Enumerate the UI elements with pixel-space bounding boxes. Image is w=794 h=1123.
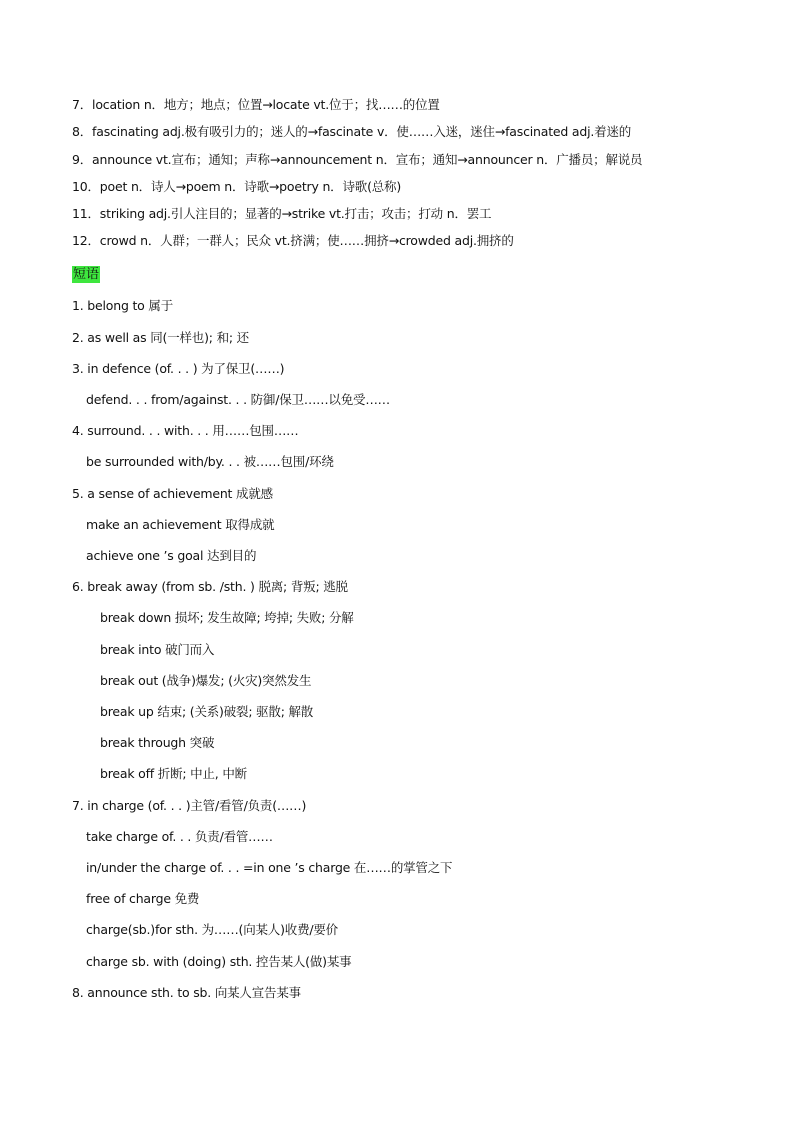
- vocab-item-9: 9．announce vt.宣布；通知；声称→announcement n．宣布；通知→announcer n．广播员；解说员: [72, 152, 643, 167]
- phrase-6-sub-6: break off 折断; 中止, 中断: [100, 766, 247, 781]
- phrase-4: 4. surround. . . with. . . 用……包围……: [72, 423, 299, 438]
- phrase-5-sub-2: achieve one ’s goal 达到目的: [86, 548, 257, 563]
- phrase-3: 3. in defence (of. . . ) 为了保卫(……): [72, 361, 285, 376]
- phrase-4-sub: be surrounded with/by. . . 被……包围/环绕: [86, 454, 334, 469]
- vocab-item-11: 11．striking adj.引人注目的；显著的→strike vt.打击；攻击；打动 n．罢工: [72, 206, 492, 221]
- phrase-7-sub-4: charge(sb.)for sth. 为……(向某人)收费/要价: [86, 922, 338, 937]
- phrase-6-sub-3: break out (战争)爆发; (火灾)突然发生: [100, 673, 312, 688]
- phrase-6-sub-2: break into 破门而入: [100, 642, 215, 657]
- vocab-item-8: 8．fascinating adj.极有吸引力的；迷人的→fascinate v．使……入迷，迷住→fascinated adj.着迷的: [72, 124, 632, 139]
- phrase-7-sub-1: take charge of. . . 负责/看管……: [86, 829, 273, 844]
- phrase-5-sub-1: make an achievement 取得成就: [86, 517, 275, 532]
- phrase-7-sub-3: free of charge 免费: [86, 891, 200, 906]
- phrase-6-sub-5: break through 突破: [100, 735, 215, 750]
- phrase-3-sub: defend. . . from/against. . . 防御/保卫……以免受……: [86, 392, 390, 407]
- vocab-item-7: 7．location n．地方；地点；位置→locate vt.位于；找……的位置: [72, 97, 440, 112]
- phrase-6-sub-1: break down 损坏; 发生故障; 垮掉; 失败; 分解: [100, 610, 354, 625]
- phrase-6: 6. break away (from sb. /sth. ) 脱离; 背叛; 逃脱: [72, 579, 348, 594]
- phrase-5: 5. a sense of achievement 成就感: [72, 486, 273, 501]
- vocab-item-12: 12．crowd n．人群；一群人；民众 vt.挤满；使……拥挤→crowded adj.拥挤的: [72, 233, 514, 248]
- phrase-7-sub-5: charge sb. with (doing) sth. 控告某人(做)某事: [86, 954, 352, 969]
- phrase-7: 7. in charge (of. . . )主管/看管/负责(……): [72, 798, 307, 813]
- phrase-6-sub-4: break up 结束; (关系)破裂; 驱散; 解散: [100, 704, 314, 719]
- phrase-2: 2. as well as 同(一样也); 和; 还: [72, 330, 249, 345]
- vocab-item-10: 10．poet n．诗人→poem n．诗歌→poetry n．诗歌(总称): [72, 179, 402, 194]
- phrase-7-sub-2: in/under the charge of. . . =in one ’s charge 在……的掌管之下: [86, 860, 453, 875]
- phrase-1: 1. belong to 属于: [72, 298, 173, 313]
- phrase-8: 8. announce sth. to sb. 向某人宣告某事: [72, 985, 301, 1000]
- section-heading-phrases: 短语: [73, 267, 100, 282]
